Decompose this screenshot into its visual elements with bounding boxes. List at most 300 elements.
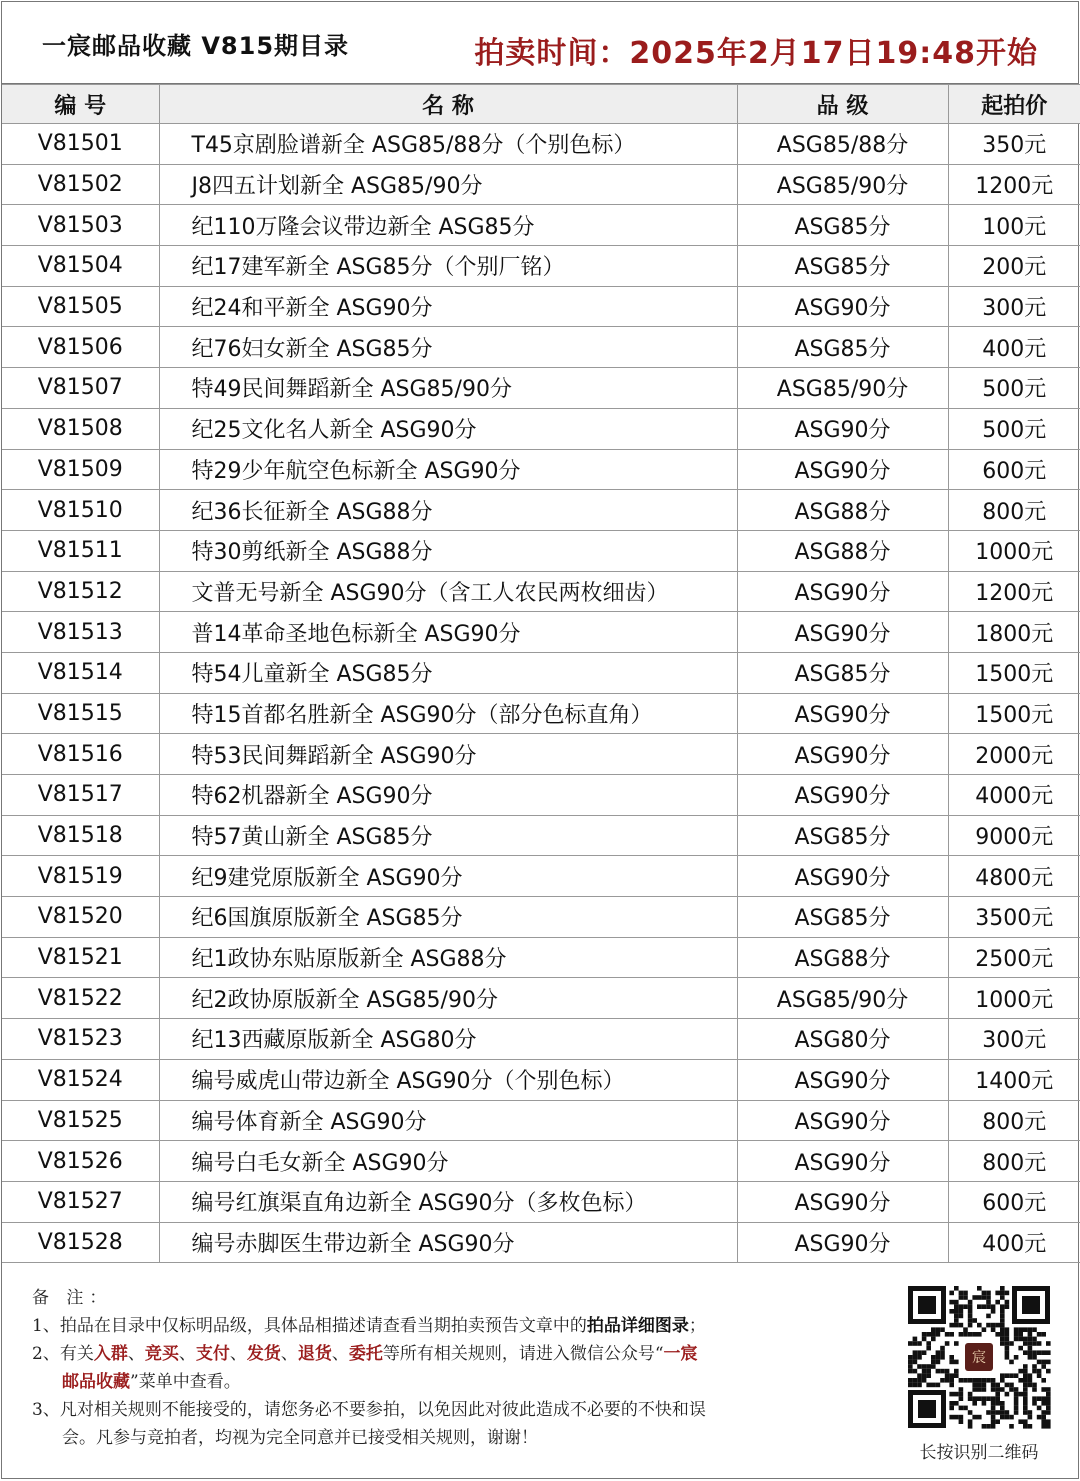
qr-module [995,1323,1000,1328]
qr-module [913,1350,918,1355]
qr-module [908,1369,913,1374]
qr-module [913,1360,918,1365]
qr-module [1023,1410,1028,1415]
qr-module [1023,1337,1028,1342]
qr-module [1005,1373,1010,1378]
qr-module [1005,1337,1010,1342]
qr-module [1037,1341,1042,1346]
qr-module [972,1318,977,1323]
column-header-name: 名 称 [159,85,737,124]
qr-module [959,1396,964,1401]
qr-module [1041,1378,1046,1383]
qr-module [1014,1392,1019,1397]
qr-module [908,1341,913,1346]
qr-module [1000,1373,1005,1378]
item-grade: ASG90分 [737,693,948,734]
table-row [2,775,1080,816]
item-name: 编号体育新全 ASG90分 [159,1100,737,1141]
item-grade: ASG90分 [737,1181,948,1222]
qr-module [949,1332,954,1337]
qr-module [940,1369,945,1374]
qr-module [1009,1383,1014,1388]
qr-module [922,1364,927,1369]
qr-module [1023,1364,1028,1369]
qr-module [968,1378,973,1383]
qr-module [922,1350,927,1355]
item-grade: ASG85分 [737,652,948,693]
table-row [2,571,1080,612]
item-grade: ASG90分 [737,1141,948,1182]
qr-module [1005,1355,1010,1360]
qr-module [917,1355,922,1360]
qr-module [1032,1387,1037,1392]
note-1-emphasis: 拍品详细图录 [586,1316,689,1336]
qr-module [995,1387,1000,1392]
table-row [2,815,1080,856]
qr-module [1046,1424,1051,1429]
qr-module [926,1364,931,1369]
column-header-grade: 品 级 [737,85,948,124]
qr-module [913,1378,918,1383]
qr-module [995,1300,1000,1305]
item-grade: ASG90分 [737,408,948,449]
table-row [2,530,1080,571]
qr-module [1014,1396,1019,1401]
qr-module [963,1327,968,1332]
qr-module [1032,1401,1037,1406]
qr-module [963,1378,968,1383]
qr-module [986,1295,991,1300]
qr-module [977,1383,982,1388]
qr-module [959,1291,964,1296]
item-price: 3500元 [948,897,1080,938]
item-code: V81524 [2,1059,159,1100]
qr-module [949,1323,954,1328]
qr-module [926,1341,931,1346]
qr-module [1028,1415,1033,1420]
qr-module [1041,1396,1046,1401]
qr-module [940,1355,945,1360]
item-price: 1200元 [948,164,1080,205]
item-code: V81513 [2,612,159,653]
qr-module [972,1295,977,1300]
qr-module [1000,1401,1005,1406]
item-code: V81504 [2,246,159,287]
qr-module [1041,1401,1046,1406]
item-name: 特15首都名胜新全 ASG90分（部分色标直角） [159,693,737,734]
qr-module [917,1341,922,1346]
qr-module [1000,1327,1005,1332]
qr-module [949,1300,954,1305]
qr-module [913,1369,918,1374]
qr-module [968,1309,973,1314]
item-price: 350元 [948,124,1080,165]
qr-center-logo [962,1340,996,1374]
qr-module [1000,1309,1005,1314]
item-name: 纪36长征新全 ASG88分 [159,490,737,531]
catalog-page [1,1,1079,1479]
table-row [2,1059,1080,1100]
item-name: 特53民间舞蹈新全 ASG90分 [159,734,737,775]
qr-module [968,1419,973,1424]
qr-module [1046,1392,1051,1397]
qr-module [936,1327,941,1332]
table-row [2,1019,1080,1060]
qr-module [968,1332,973,1337]
item-grade: ASG85分 [737,897,948,938]
qr-module [982,1295,987,1300]
item-code: V81519 [2,856,159,897]
note-2-cont [32,1368,862,1396]
qr-module [1046,1350,1051,1355]
item-price: 300元 [948,1019,1080,1060]
item-grade: ASG90分 [737,571,948,612]
item-grade: ASG90分 [737,734,948,775]
item-price: 300元 [948,286,1080,327]
item-code: V81501 [2,124,159,165]
qr-module [936,1369,941,1374]
qr-module [977,1295,982,1300]
note-2-keyword: 退货 [297,1344,332,1364]
qr-module [926,1332,931,1337]
qr-module [908,1364,913,1369]
item-name: 纪1政协东贴原版新全 ASG88分 [159,937,737,978]
qr-module [1000,1415,1005,1420]
item-name: 特29少年航空色标新全 ASG90分 [159,449,737,490]
qr-module [982,1304,987,1309]
qr-module [959,1419,964,1424]
qr-module [1005,1346,1010,1351]
qr-module [1023,1327,1028,1332]
item-code: V81515 [2,693,159,734]
qr-module [982,1327,987,1332]
qr-module [1037,1415,1042,1420]
qr-module [1041,1410,1046,1415]
qr-module [1000,1332,1005,1337]
qr-module [1000,1304,1005,1309]
item-code: V81512 [2,571,159,612]
table-row [2,368,1080,409]
item-price: 400元 [948,1222,1080,1263]
item-grade: ASG88分 [737,937,948,978]
qr-module [940,1378,945,1383]
qr-module [1041,1360,1046,1365]
qr-module [995,1332,1000,1337]
qr-finder-top-right [1012,1286,1050,1324]
item-grade: ASG80分 [737,1019,948,1060]
item-code: V81521 [2,937,159,978]
item-grade: ASG85分 [737,815,948,856]
table-row [2,205,1080,246]
qr-module [1023,1369,1028,1374]
qr-module [1028,1332,1033,1337]
qr-module [977,1396,982,1401]
table-header-row [2,85,1080,124]
qr-module [949,1378,954,1383]
qr-module [959,1406,964,1411]
item-grade: ASG85/88分 [737,124,948,165]
item-price: 1400元 [948,1059,1080,1100]
qr-module [977,1332,982,1337]
qr-module [968,1304,973,1309]
qr-module [982,1378,987,1383]
qr-module [917,1378,922,1383]
qr-module [940,1350,945,1355]
qr-module [954,1314,959,1319]
qr-module [931,1332,936,1337]
qr-module [1028,1378,1033,1383]
qr-module [1046,1406,1051,1411]
item-code: V81502 [2,164,159,205]
item-name: 特57黄山新全 ASG85分 [159,815,737,856]
qr-module [1032,1350,1037,1355]
item-price: 800元 [948,1100,1080,1141]
qr-module [1037,1350,1042,1355]
qr-module [995,1410,1000,1415]
qr-module [1046,1341,1051,1346]
note-2-keyword: 竞买 [144,1344,179,1364]
item-code: V81522 [2,978,159,1019]
item-price: 9000元 [948,815,1080,856]
qr-module [954,1341,959,1346]
qr-module [954,1415,959,1420]
qr-module [977,1286,982,1291]
qr-module [1009,1424,1014,1429]
qr-module [968,1410,973,1415]
qr-module [1023,1387,1028,1392]
item-grade: ASG85/90分 [737,368,948,409]
item-name: 特62机器新全 ASG90分 [159,775,737,816]
qr-module [913,1341,918,1346]
qr-module [1023,1341,1028,1346]
qr-module [1028,1410,1033,1415]
item-grade: ASG90分 [737,775,948,816]
qr-module [963,1332,968,1337]
item-code: V81516 [2,734,159,775]
qr-module [1046,1369,1051,1374]
qr-module [1018,1378,1023,1383]
qr-module [936,1332,941,1337]
qr-module [913,1383,918,1388]
qr-module [968,1323,973,1328]
qr-module [986,1314,991,1319]
item-grade: ASG85分 [737,327,948,368]
table-row [2,408,1080,449]
qr-module [991,1396,996,1401]
item-name: J8四五计划新全 ASG85/90分 [159,164,737,205]
qr-module [991,1323,996,1328]
item-name: 纪6国旗原版新全 ASG85分 [159,897,737,938]
item-name: 编号威虎山带边新全 ASG90分（个别色标） [159,1059,737,1100]
item-price: 1500元 [948,652,1080,693]
qr-module [940,1327,945,1332]
qr-module [1018,1332,1023,1337]
item-grade: ASG88分 [737,490,948,531]
qr-module [1032,1396,1037,1401]
item-price: 600元 [948,1181,1080,1222]
item-price: 500元 [948,408,1080,449]
item-name: 特30剪纸新全 ASG88分 [159,530,737,571]
qr-module [1037,1369,1042,1374]
qr-module [963,1406,968,1411]
note-2-text: 2、有关 [32,1344,94,1364]
item-code: V81508 [2,408,159,449]
qr-module [968,1424,973,1429]
qr-module [991,1309,996,1314]
qr-module [1009,1387,1014,1392]
qr-module [954,1360,959,1365]
qr-module [995,1419,1000,1424]
qr-module [940,1346,945,1351]
qr-module [936,1383,941,1388]
item-name: 纪76妇女新全 ASG85分 [159,327,737,368]
note-2-brand: 邮品收藏 [62,1372,130,1392]
note-3-cont: 会。凡参与竞拍者，均视为完全同意并已接受相关规则，谢谢！ [62,1428,538,1448]
table-row [2,286,1080,327]
item-code: V81526 [2,1141,159,1182]
qr-module [991,1401,996,1406]
qr-module [922,1332,927,1337]
qr-module [991,1419,996,1424]
qr-module [922,1378,927,1383]
column-header-price: 起拍价 [948,85,1080,124]
qr-finder-bottom-left [908,1390,946,1428]
qr-module [926,1346,931,1351]
qr-code[interactable] [906,1284,1052,1430]
qr-caption: 长按识别二维码 [919,1443,1039,1463]
item-grade: ASG90分 [737,1222,948,1263]
qr-module [991,1327,996,1332]
qr-module [972,1396,977,1401]
item-name: 普14革命圣地色标新全 ASG90分 [159,612,737,653]
qr-module [954,1304,959,1309]
qr-module [1037,1406,1042,1411]
qr-module [972,1401,977,1406]
qr-module [1014,1410,1019,1415]
qr-module [1046,1360,1051,1365]
note-1-text: 1、拍品在目录中仅标明品级，具体品相描述请查看当期拍卖预告文章中的 [32,1316,587,1336]
qr-module [986,1323,991,1328]
qr-module [922,1369,927,1374]
qr-module [1037,1373,1042,1378]
qr-module [1000,1323,1005,1328]
qr-module [1000,1410,1005,1415]
qr-module [926,1383,931,1388]
qr-module [1000,1318,1005,1323]
qr-module [959,1392,964,1397]
item-code: V81503 [2,205,159,246]
qr-module [1041,1350,1046,1355]
qr-module [1005,1383,1010,1388]
column-header-code: 编 号 [2,85,159,124]
qr-module [1005,1415,1010,1420]
note-2-keyword: 入群 [93,1344,128,1364]
item-price: 1000元 [948,978,1080,1019]
qr-module [963,1295,968,1300]
item-name: 编号白毛女新全 ASG90分 [159,1141,737,1182]
qr-module [1028,1341,1033,1346]
note-1 [32,1312,862,1340]
qr-module [1023,1392,1028,1397]
qr-module [949,1309,954,1314]
item-price: 600元 [948,449,1080,490]
qr-module [986,1304,991,1309]
qr-module [913,1337,918,1342]
qr-module [1018,1369,1023,1374]
qr-module [1018,1419,1023,1424]
qr-module [1032,1383,1037,1388]
item-price: 800元 [948,1141,1080,1182]
qr-module [908,1383,913,1388]
qr-module [936,1355,941,1360]
qr-module [977,1387,982,1392]
qr-module [1018,1337,1023,1342]
qr-module [1005,1410,1010,1415]
table-row [2,246,1080,287]
qr-module [949,1415,954,1420]
qr-module [945,1369,950,1374]
qr-module [986,1424,991,1429]
qr-module [963,1304,968,1309]
qr-module [986,1291,991,1296]
qr-module [959,1332,964,1337]
item-grade: ASG90分 [737,856,948,897]
qr-module [1014,1355,1019,1360]
qr-module [959,1304,964,1309]
table-row [2,693,1080,734]
qr-module [1028,1346,1033,1351]
table-row [2,1181,1080,1222]
catalog-table [2,84,1080,1263]
table-row [2,897,1080,938]
qr-module [954,1373,959,1378]
qr-module [931,1360,936,1365]
qr-module [917,1383,922,1388]
qr-module [1028,1355,1033,1360]
table-body [2,124,1080,1263]
qr-module [959,1415,964,1420]
qr-module [1014,1387,1019,1392]
note-3: 3、凡对相关规则不能接受的，请您务必不要参拍，以免因此对彼此造成不必要的不快和误 [32,1400,706,1420]
qr-module [936,1360,941,1365]
table-row [2,124,1080,165]
qr-module [949,1373,954,1378]
note-2-keyword: 委托 [348,1344,383,1364]
qr-module [995,1291,1000,1296]
qr-module [1032,1369,1037,1374]
qr-module [972,1332,977,1337]
item-code: V81505 [2,286,159,327]
notes [32,1284,862,1452]
qr-module [986,1410,991,1415]
item-grade: ASG90分 [737,286,948,327]
qr-module [1005,1392,1010,1397]
qr-module [945,1373,950,1378]
qr-module [982,1387,987,1392]
item-price: 500元 [948,368,1080,409]
qr-module [1041,1424,1046,1429]
auction-time: 拍卖时间：2025年2月17日19:48开始 [474,36,1038,71]
notes-heading: 备 注： [32,1288,113,1308]
qr-module [954,1323,959,1328]
qr-module [1023,1419,1028,1424]
qr-module [1041,1332,1046,1337]
qr-module [1041,1415,1046,1420]
item-grade: ASG90分 [737,1059,948,1100]
qr-module [931,1337,936,1342]
qr-module [977,1378,982,1383]
qr-module [954,1392,959,1397]
